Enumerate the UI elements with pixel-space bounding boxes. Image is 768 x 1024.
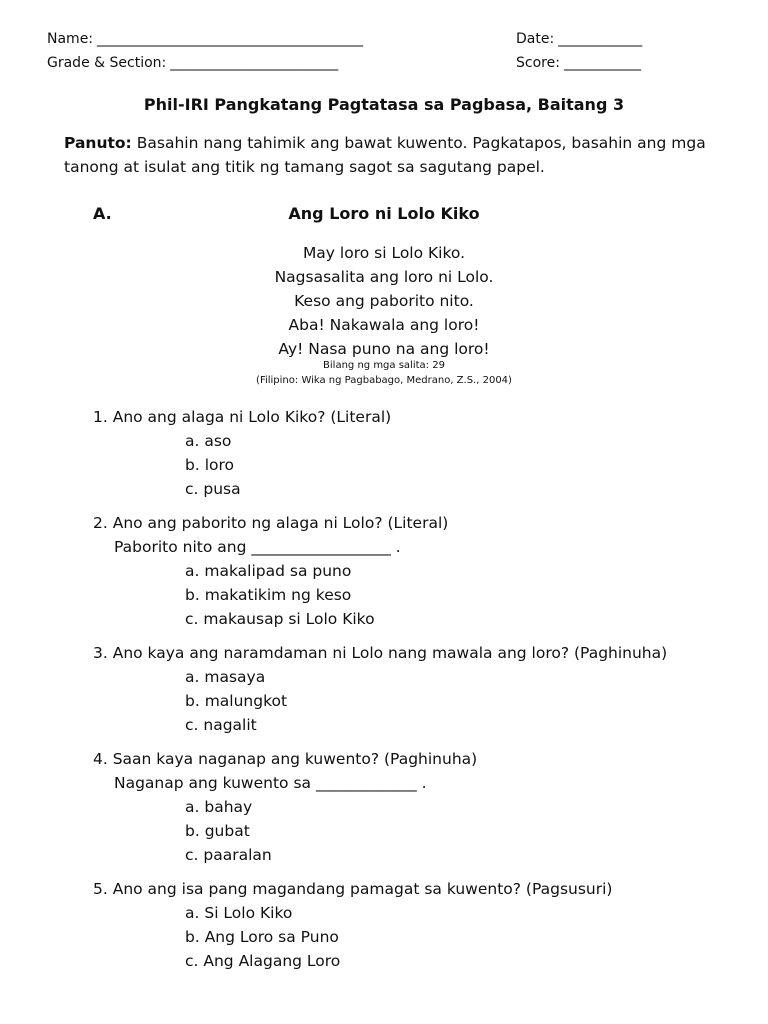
date-field[interactable] (516, 31, 642, 47)
grade-section-label: Grade & Section: (47, 55, 167, 71)
page-title: Phil-IRI Pangkatang Pagtatasa sa Pagbasa, Baitang 3 (143, 95, 625, 114)
answer-choice[interactable]: a. aso (185, 432, 232, 450)
name-label: Name: (47, 31, 94, 47)
score-line: ___________ (563, 55, 641, 71)
date-line: ____________ (558, 31, 643, 47)
source-citation: (Filipino: Wika ng Pagbabago, Medrano, Z.S., 2004) (256, 375, 512, 386)
story-line: Nagsasalita ang loro ni Lolo. (274, 268, 494, 286)
question-list (93, 405, 733, 983)
grade-section-line: ________________________ (170, 55, 339, 71)
score-field[interactable] (516, 55, 641, 71)
answer-choice[interactable]: a. makalipad sa puno (185, 562, 352, 580)
answer-choice[interactable]: c. paaralan (185, 846, 272, 864)
question-text: 4. Saan kaya naganap ang kuwento? (Paghinuha) (93, 750, 478, 768)
question-text: 3. Ano kaya ang naramdaman ni Lolo nang mawala ang loro? (Paghinuha) (93, 644, 668, 662)
story-line: Aba! Nakawala ang loro! (288, 316, 480, 334)
question-3 (93, 641, 733, 737)
answer-choice[interactable]: c. nagalit (185, 716, 257, 734)
question-1 (93, 405, 733, 501)
question-5 (93, 877, 733, 973)
instructions (64, 131, 724, 179)
word-count: Bilang ng mga salita: 29 (323, 360, 445, 371)
answer-choice[interactable]: c. pusa (185, 480, 241, 498)
answer-choice[interactable]: b. malungkot (185, 692, 288, 710)
instructions-text: Basahin nang tahimik ang bawat kuwento. Pagkatapos, basahin ang mga tanong at isulat ang titik ng tamang sagot sa sagutang papel. (64, 134, 706, 176)
answer-choice[interactable]: b. gubat (185, 822, 250, 840)
answer-choice[interactable]: b. makatikim ng keso (185, 586, 352, 604)
date-label: Date: (516, 31, 555, 47)
answer-choice[interactable]: b. Ang Loro sa Puno (185, 928, 339, 946)
answer-choice[interactable]: c. makausap si Lolo Kiko (185, 610, 375, 628)
story-line: Ay! Nasa puno na ang loro! (278, 340, 490, 358)
answer-choice[interactable]: a. Si Lolo Kiko (185, 904, 293, 922)
question-2 (93, 511, 733, 631)
question-4 (93, 747, 733, 867)
fill-in-blank[interactable]: Naganap ang kuwento sa _____________ . (114, 774, 427, 792)
section-letter: A. (93, 204, 112, 223)
story-title: Ang Loro ni Lolo Kiko (288, 204, 480, 223)
answer-choice[interactable]: c. Ang Alagang Loro (185, 952, 341, 970)
question-text: 2. Ano ang paborito ng alaga ni Lolo? (Literal) (93, 514, 449, 532)
story-line: May loro si Lolo Kiko. (302, 244, 466, 262)
name-line: ______________________________________ (97, 31, 364, 47)
story-text (0, 241, 768, 361)
answer-choice[interactable]: a. bahay (185, 798, 253, 816)
answer-choice[interactable]: a. masaya (185, 668, 266, 686)
instructions-label: Panuto: (64, 134, 132, 152)
score-label: Score: (516, 55, 560, 71)
fill-in-blank[interactable]: Paborito nito ang __________________ . (114, 538, 401, 556)
story-line: Keso ang paborito nito. (294, 292, 474, 310)
answer-choice[interactable]: b. loro (185, 456, 234, 474)
question-text: 5. Ano ang isa pang magandang pamagat sa kuwento? (Pagsusuri) (93, 880, 613, 898)
name-field[interactable] (47, 31, 363, 47)
grade-section-field[interactable] (47, 55, 338, 71)
question-text: 1. Ano ang alaga ni Lolo Kiko? (Literal) (93, 408, 392, 426)
